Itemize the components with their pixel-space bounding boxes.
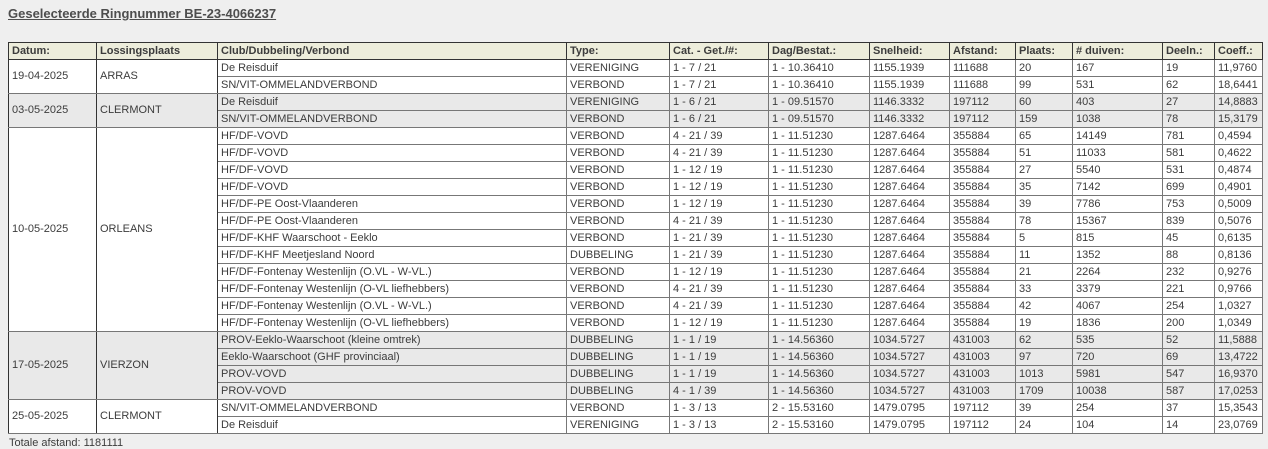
- cell-type: DUBBELING: [567, 247, 670, 264]
- col-header-afstand: Afstand:: [950, 43, 1016, 60]
- cell-coeff: 15,3179: [1215, 111, 1263, 128]
- cell-datum: 25-05-2025: [9, 400, 97, 434]
- cell-afstand: 355884: [950, 281, 1016, 298]
- cell-cat: 1 - 21 / 39: [670, 230, 769, 247]
- cell-cat: 1 - 12 / 19: [670, 196, 769, 213]
- col-header-coeff: Coeff.:: [1215, 43, 1263, 60]
- cell-plaats: 1709: [1016, 383, 1073, 400]
- cell-coeff: 0,9766: [1215, 281, 1263, 298]
- cell-plaats: 62: [1016, 332, 1073, 349]
- cell-snelheid: 1287.6464: [870, 247, 950, 264]
- table-row: [9, 332, 1263, 349]
- cell-type: VERENIGING: [567, 417, 670, 434]
- cell-cat: 4 - 21 / 39: [670, 281, 769, 298]
- cell-deeln: 221: [1163, 281, 1215, 298]
- cell-cat: 1 - 7 / 21: [670, 60, 769, 77]
- cell-deeln: 78: [1163, 111, 1215, 128]
- cell-duiven: 7786: [1073, 196, 1163, 213]
- cell-snelheid: 1287.6464: [870, 196, 950, 213]
- cell-cat: 4 - 21 / 39: [670, 145, 769, 162]
- cell-cat: 1 - 12 / 19: [670, 315, 769, 332]
- cell-duiven: 15367: [1073, 213, 1163, 230]
- cell-club: SN/VIT-OMMELANDVERBOND: [218, 111, 567, 128]
- cell-dag: 1 - 14.56360: [769, 332, 870, 349]
- cell-dag: 1 - 11.51230: [769, 230, 870, 247]
- cell-coeff: 0,4594: [1215, 128, 1263, 145]
- cell-coeff: 17,0253: [1215, 383, 1263, 400]
- cell-club: HF/DF-Fontenay Westenlijn (O-VL liefhebbers): [218, 315, 567, 332]
- cell-duiven: 104: [1073, 417, 1163, 434]
- cell-plaats: 24: [1016, 417, 1073, 434]
- cell-cat: 1 - 6 / 21: [670, 94, 769, 111]
- cell-plaats: 19: [1016, 315, 1073, 332]
- cell-snelheid: 1034.5727: [870, 383, 950, 400]
- cell-dag: 2 - 15.53160: [769, 400, 870, 417]
- cell-deeln: 37: [1163, 400, 1215, 417]
- cell-club: HF/DF-Fontenay Westenlijn (O.VL - W-VL.): [218, 264, 567, 281]
- cell-duiven: 11033: [1073, 145, 1163, 162]
- cell-type: VERBOND: [567, 230, 670, 247]
- cell-type: DUBBELING: [567, 366, 670, 383]
- cell-duiven: 167: [1073, 60, 1163, 77]
- cell-coeff: 11,9760: [1215, 60, 1263, 77]
- cell-club: HF/DF-Fontenay Westenlijn (O.VL - W-VL.): [218, 298, 567, 315]
- cell-club: Eeklo-Waarschoot (GHF provinciaal): [218, 349, 567, 366]
- col-header-type: Type:: [567, 43, 670, 60]
- cell-type: VERBOND: [567, 111, 670, 128]
- cell-afstand: 431003: [950, 366, 1016, 383]
- cell-type: VERBOND: [567, 196, 670, 213]
- table-row: [9, 400, 1263, 417]
- cell-cat: 1 - 12 / 19: [670, 179, 769, 196]
- cell-plaats: 60: [1016, 94, 1073, 111]
- cell-club: PROV-Eeklo-Waarschoot (kleine omtrek): [218, 332, 567, 349]
- page-title: Geselecteerde Ringnummer BE-23-4066237: [8, 6, 277, 21]
- cell-deeln: 52: [1163, 332, 1215, 349]
- cell-dag: 1 - 14.56360: [769, 383, 870, 400]
- cell-coeff: 0,5009: [1215, 196, 1263, 213]
- cell-type: VERBOND: [567, 298, 670, 315]
- col-header-duiven: # duiven:: [1073, 43, 1163, 60]
- cell-afstand: 111688: [950, 60, 1016, 77]
- cell-deeln: 14: [1163, 417, 1215, 434]
- cell-dag: 1 - 11.51230: [769, 264, 870, 281]
- cell-afstand: 355884: [950, 128, 1016, 145]
- results-table: [8, 42, 1263, 434]
- table-header-row: [9, 43, 1263, 60]
- cell-type: DUBBELING: [567, 383, 670, 400]
- cell-deeln: 699: [1163, 179, 1215, 196]
- cell-snelheid: 1034.5727: [870, 349, 950, 366]
- cell-snelheid: 1287.6464: [870, 213, 950, 230]
- cell-type: VERENIGING: [567, 60, 670, 77]
- cell-club: De Reisduif: [218, 417, 567, 434]
- cell-afstand: 111688: [950, 77, 1016, 94]
- cell-cat: 1 - 7 / 21: [670, 77, 769, 94]
- cell-deeln: 781: [1163, 128, 1215, 145]
- cell-snelheid: 1034.5727: [870, 332, 950, 349]
- cell-club: De Reisduif: [218, 60, 567, 77]
- cell-dag: 1 - 11.51230: [769, 247, 870, 264]
- cell-duiven: 720: [1073, 349, 1163, 366]
- cell-dag: 1 - 11.51230: [769, 298, 870, 315]
- cell-dag: 1 - 10.36410: [769, 60, 870, 77]
- cell-dag: 1 - 11.51230: [769, 162, 870, 179]
- cell-type: DUBBELING: [567, 332, 670, 349]
- col-header-datum: Datum:: [9, 43, 97, 60]
- cell-cat: 1 - 3 / 13: [670, 417, 769, 434]
- table-row: [9, 128, 1263, 145]
- cell-duiven: 2264: [1073, 264, 1163, 281]
- cell-snelheid: 1287.6464: [870, 128, 950, 145]
- cell-coeff: 0,4901: [1215, 179, 1263, 196]
- cell-deeln: 69: [1163, 349, 1215, 366]
- cell-dag: 1 - 14.56360: [769, 349, 870, 366]
- cell-coeff: 0,4874: [1215, 162, 1263, 179]
- cell-afstand: 355884: [950, 247, 1016, 264]
- cell-lossingsplaats: VIERZON: [97, 332, 218, 400]
- cell-type: VERBOND: [567, 281, 670, 298]
- cell-cat: 4 - 21 / 39: [670, 298, 769, 315]
- cell-snelheid: 1287.6464: [870, 281, 950, 298]
- cell-dag: 1 - 11.51230: [769, 128, 870, 145]
- cell-type: DUBBELING: [567, 349, 670, 366]
- cell-deeln: 27: [1163, 94, 1215, 111]
- cell-type: VERBOND: [567, 213, 670, 230]
- cell-afstand: 355884: [950, 145, 1016, 162]
- cell-snelheid: 1287.6464: [870, 298, 950, 315]
- cell-duiven: 5540: [1073, 162, 1163, 179]
- cell-plaats: 42: [1016, 298, 1073, 315]
- cell-coeff: 0,9276: [1215, 264, 1263, 281]
- cell-plaats: 35: [1016, 179, 1073, 196]
- cell-dag: 1 - 11.51230: [769, 145, 870, 162]
- cell-deeln: 88: [1163, 247, 1215, 264]
- cell-type: VERBOND: [567, 77, 670, 94]
- cell-deeln: 254: [1163, 298, 1215, 315]
- cell-duiven: 4067: [1073, 298, 1163, 315]
- cell-coeff: 0,6135: [1215, 230, 1263, 247]
- col-header-lossingsplaats: Lossingsplaats: [97, 43, 218, 60]
- cell-cat: 1 - 1 / 19: [670, 332, 769, 349]
- cell-club: De Reisduif: [218, 94, 567, 111]
- col-header-club-dubbeling-verbond: Club/Dubbeling/Verbond: [218, 43, 567, 60]
- cell-type: VERBOND: [567, 128, 670, 145]
- cell-lossingsplaats: CLERMONT: [97, 400, 218, 434]
- cell-lossingsplaats: CLERMONT: [97, 94, 218, 128]
- cell-club: HF/DF-VOVD: [218, 162, 567, 179]
- cell-cat: 4 - 21 / 39: [670, 213, 769, 230]
- cell-deeln: 753: [1163, 196, 1215, 213]
- cell-type: VERBOND: [567, 264, 670, 281]
- cell-club: PROV-VOVD: [218, 383, 567, 400]
- cell-duiven: 254: [1073, 400, 1163, 417]
- cell-dag: 1 - 09.51570: [769, 111, 870, 128]
- cell-cat: 4 - 21 / 39: [670, 128, 769, 145]
- col-header-plaats: Plaats:: [1016, 43, 1073, 60]
- cell-dag: 2 - 15.53160: [769, 417, 870, 434]
- cell-lossingsplaats: ORLEANS: [97, 128, 218, 332]
- cell-cat: 1 - 1 / 19: [670, 349, 769, 366]
- cell-afstand: 197112: [950, 400, 1016, 417]
- cell-snelheid: 1034.5727: [870, 366, 950, 383]
- cell-dag: 1 - 10.36410: [769, 77, 870, 94]
- cell-deeln: 232: [1163, 264, 1215, 281]
- cell-coeff: 18,6441: [1215, 77, 1263, 94]
- cell-coeff: 11,5888: [1215, 332, 1263, 349]
- cell-club: PROV-VOVD: [218, 366, 567, 383]
- cell-datum: 03-05-2025: [9, 94, 97, 128]
- cell-afstand: 197112: [950, 417, 1016, 434]
- cell-cat: 1 - 1 / 19: [670, 366, 769, 383]
- cell-plaats: 11: [1016, 247, 1073, 264]
- cell-club: HF/DF-VOVD: [218, 128, 567, 145]
- cell-duiven: 14149: [1073, 128, 1163, 145]
- cell-snelheid: 1287.6464: [870, 264, 950, 281]
- cell-deeln: 62: [1163, 77, 1215, 94]
- cell-dag: 1 - 11.51230: [769, 213, 870, 230]
- cell-duiven: 10038: [1073, 383, 1163, 400]
- cell-dag: 1 - 11.51230: [769, 281, 870, 298]
- cell-deeln: 200: [1163, 315, 1215, 332]
- cell-duiven: 815: [1073, 230, 1163, 247]
- cell-duiven: 531: [1073, 77, 1163, 94]
- cell-coeff: 15,3543: [1215, 400, 1263, 417]
- cell-afstand: 355884: [950, 315, 1016, 332]
- table-row: [9, 94, 1263, 111]
- cell-snelheid: 1479.0795: [870, 400, 950, 417]
- cell-lossingsplaats: ARRAS: [97, 60, 218, 94]
- cell-plaats: 39: [1016, 400, 1073, 417]
- cell-plaats: 99: [1016, 77, 1073, 94]
- cell-afstand: 197112: [950, 111, 1016, 128]
- cell-dag: 1 - 14.56360: [769, 366, 870, 383]
- cell-plaats: 20: [1016, 60, 1073, 77]
- cell-deeln: 45: [1163, 230, 1215, 247]
- cell-club: HF/DF-VOVD: [218, 179, 567, 196]
- cell-afstand: 355884: [950, 179, 1016, 196]
- cell-duiven: 403: [1073, 94, 1163, 111]
- cell-duiven: 3379: [1073, 281, 1163, 298]
- cell-coeff: 13,4722: [1215, 349, 1263, 366]
- cell-type: VERENIGING: [567, 94, 670, 111]
- cell-plaats: 51: [1016, 145, 1073, 162]
- col-header-cat-get: Cat. - Get./#:: [670, 43, 769, 60]
- cell-deeln: 581: [1163, 145, 1215, 162]
- cell-plaats: 78: [1016, 213, 1073, 230]
- cell-deeln: 19: [1163, 60, 1215, 77]
- cell-plaats: 97: [1016, 349, 1073, 366]
- cell-dag: 1 - 11.51230: [769, 196, 870, 213]
- cell-snelheid: 1155.1939: [870, 60, 950, 77]
- cell-afstand: 197112: [950, 94, 1016, 111]
- cell-datum: 10-05-2025: [9, 128, 97, 332]
- cell-club: HF/DF-PE Oost-Vlaanderen: [218, 196, 567, 213]
- cell-datum: 17-05-2025: [9, 332, 97, 400]
- cell-duiven: 5981: [1073, 366, 1163, 383]
- cell-snelheid: 1287.6464: [870, 230, 950, 247]
- cell-plaats: 65: [1016, 128, 1073, 145]
- cell-afstand: 431003: [950, 332, 1016, 349]
- cell-afstand: 355884: [950, 213, 1016, 230]
- cell-club: HF/DF-Fontenay Westenlijn (O-VL liefhebbers): [218, 281, 567, 298]
- cell-duiven: 1836: [1073, 315, 1163, 332]
- cell-snelheid: 1146.3332: [870, 111, 950, 128]
- cell-datum: 19-04-2025: [9, 60, 97, 94]
- cell-snelheid: 1155.1939: [870, 77, 950, 94]
- cell-type: VERBOND: [567, 145, 670, 162]
- cell-duiven: 1038: [1073, 111, 1163, 128]
- cell-duiven: 535: [1073, 332, 1163, 349]
- cell-cat: 4 - 1 / 39: [670, 383, 769, 400]
- cell-coeff: 1,0349: [1215, 315, 1263, 332]
- cell-snelheid: 1287.6464: [870, 315, 950, 332]
- cell-coeff: 0,5076: [1215, 213, 1263, 230]
- cell-club: HF/DF-KHF Meetjesland Noord: [218, 247, 567, 264]
- cell-snelheid: 1479.0795: [870, 417, 950, 434]
- cell-plaats: 33: [1016, 281, 1073, 298]
- cell-coeff: 14,8883: [1215, 94, 1263, 111]
- cell-afstand: 355884: [950, 162, 1016, 179]
- cell-afstand: 431003: [950, 349, 1016, 366]
- cell-cat: 1 - 6 / 21: [670, 111, 769, 128]
- cell-snelheid: 1287.6464: [870, 179, 950, 196]
- cell-plaats: 1013: [1016, 366, 1073, 383]
- cell-deeln: 547: [1163, 366, 1215, 383]
- cell-deeln: 839: [1163, 213, 1215, 230]
- table-row: [9, 60, 1263, 77]
- cell-plaats: 5: [1016, 230, 1073, 247]
- cell-cat: 1 - 12 / 19: [670, 264, 769, 281]
- cell-coeff: 1,0327: [1215, 298, 1263, 315]
- cell-type: VERBOND: [567, 400, 670, 417]
- cell-snelheid: 1287.6464: [870, 162, 950, 179]
- cell-afstand: 355884: [950, 230, 1016, 247]
- cell-coeff: 0,4622: [1215, 145, 1263, 162]
- cell-club: HF/DF-VOVD: [218, 145, 567, 162]
- cell-plaats: 39: [1016, 196, 1073, 213]
- cell-club: HF/DF-PE Oost-Vlaanderen: [218, 213, 567, 230]
- cell-coeff: 23,0769: [1215, 417, 1263, 434]
- cell-dag: 1 - 11.51230: [769, 315, 870, 332]
- total-distance-label: Totale afstand: 1181111: [9, 437, 124, 449]
- cell-type: VERBOND: [567, 315, 670, 332]
- cell-type: VERBOND: [567, 162, 670, 179]
- cell-club: HF/DF-KHF Waarschoot - Eeklo: [218, 230, 567, 247]
- cell-deeln: 587: [1163, 383, 1215, 400]
- col-header-deeln: Deeln.:: [1163, 43, 1215, 60]
- cell-afstand: 355884: [950, 196, 1016, 213]
- col-header-dag-bestat: Dag/Bestat.:: [769, 43, 870, 60]
- cell-type: VERBOND: [567, 179, 670, 196]
- cell-cat: 1 - 12 / 19: [670, 162, 769, 179]
- cell-dag: 1 - 09.51570: [769, 94, 870, 111]
- cell-dag: 1 - 11.51230: [769, 179, 870, 196]
- col-header-snelheid: Snelheid:: [870, 43, 950, 60]
- cell-afstand: 431003: [950, 383, 1016, 400]
- cell-club: SN/VIT-OMMELANDVERBOND: [218, 400, 567, 417]
- cell-plaats: 27: [1016, 162, 1073, 179]
- cell-cat: 1 - 3 / 13: [670, 400, 769, 417]
- cell-club: SN/VIT-OMMELANDVERBOND: [218, 77, 567, 94]
- cell-duiven: 7142: [1073, 179, 1163, 196]
- cell-afstand: 355884: [950, 298, 1016, 315]
- cell-plaats: 159: [1016, 111, 1073, 128]
- cell-duiven: 1352: [1073, 247, 1163, 264]
- cell-coeff: 0,8136: [1215, 247, 1263, 264]
- cell-snelheid: 1287.6464: [870, 145, 950, 162]
- cell-snelheid: 1146.3332: [870, 94, 950, 111]
- cell-deeln: 531: [1163, 162, 1215, 179]
- cell-coeff: 16,9370: [1215, 366, 1263, 383]
- cell-plaats: 21: [1016, 264, 1073, 281]
- cell-cat: 1 - 21 / 39: [670, 247, 769, 264]
- cell-afstand: 355884: [950, 264, 1016, 281]
